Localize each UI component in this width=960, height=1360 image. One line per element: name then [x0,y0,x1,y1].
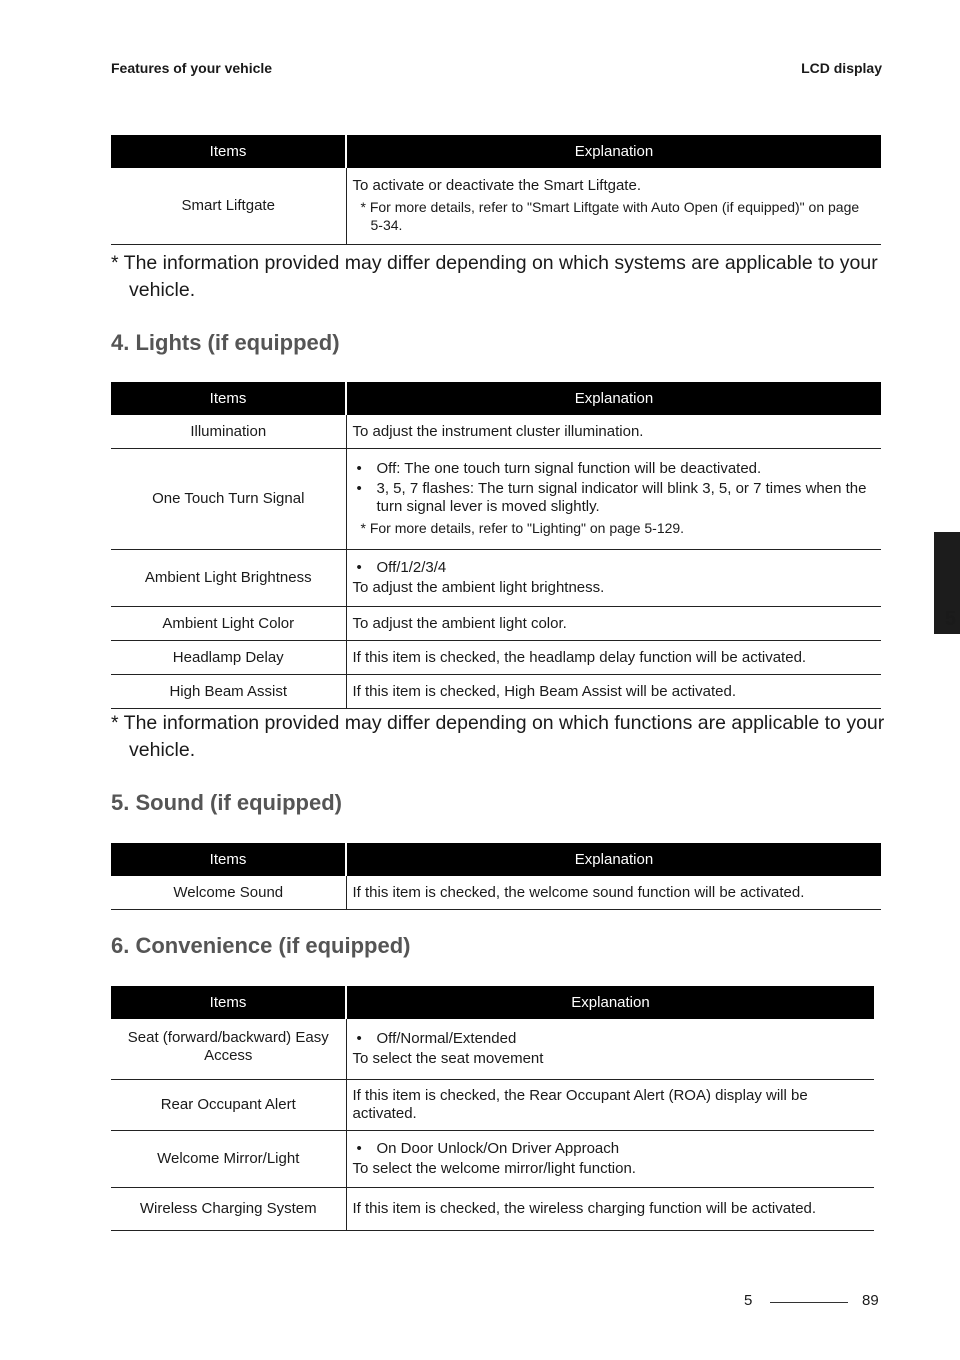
table-row [111,675,881,709]
item-explanation [346,1019,874,1080]
table-header-row [111,986,874,1019]
table-row [111,1131,874,1188]
explanation-text: To select the seat movement [352,1050,544,1067]
bullet-text: 3, 5, 7 flashes: The turn signal indicator will blink 3, 5, or 7 times when the turn signal lever is moved slightly. [376,480,867,515]
item-explanation [346,168,881,245]
item-explanation: If this item is checked, the Rear Occupant Alert (ROA) display will be activated. [346,1080,874,1131]
section-title-sound: 5. Sound (if equipped) [111,790,342,815]
bullet-icon: • [356,1030,362,1047]
item-name: Ambient Light Color [111,607,346,641]
table-row [111,415,881,449]
table-row [111,607,881,641]
table-row [111,1019,874,1080]
bullet-text: Off: The one touch turn signal function will be deactivated. [376,460,762,477]
bullet-item [353,460,876,478]
section-title-convenience: 6. Convenience (if equipped) [111,933,411,958]
table-header-row [111,843,881,876]
table-row [111,550,881,607]
table-header-row [111,382,881,415]
table-row [111,168,881,245]
item-name: Welcome Mirror/Light [111,1131,346,1188]
bullet-icon: • [356,460,362,477]
explanation-note: * For more details, refer to "Smart Liftgate with Auto Open (if equipped)" on page 5-34. [360,199,860,233]
explanation-text: To activate or deactivate the Smart Liftgate. [352,177,641,194]
column-header-items: Items [111,135,346,168]
lights-table [111,382,881,709]
column-header-explanation: Explanation [346,843,881,876]
table-row [111,1080,874,1131]
bullet-item [353,480,876,516]
item-name: Smart Liftgate [111,168,346,245]
table-header-row [111,135,881,168]
item-explanation: If this item is checked, the wireless charging function will be activated. [346,1188,874,1231]
explanation-note: * For more details, refer to "Lighting" on page 5-129. [360,520,685,536]
item-explanation: To adjust the instrument cluster illumination. [346,415,881,449]
item-name: Rear Occupant Alert [111,1080,346,1131]
footer-divider [770,1302,848,1303]
footer-page-number: 89 [862,1292,879,1309]
convenience-table [111,986,874,1231]
sound-table [111,843,881,910]
smart-liftgate-table [111,135,881,245]
column-header-items: Items [111,382,346,415]
column-header-items: Items [111,986,346,1019]
item-name: Wireless Charging System [111,1188,346,1231]
column-header-explanation: Explanation [346,135,881,168]
table-row [111,1188,874,1231]
header-section-title: Features of your vehicle [111,60,273,76]
item-name: Illumination [111,415,346,449]
header-page-topic: LCD display [801,60,882,76]
item-name: One Touch Turn Signal [111,449,346,550]
bullet-text: On Door Unlock/On Driver Approach [376,1140,620,1157]
item-name: Seat (forward/backward) Easy Access [111,1019,346,1080]
item-name: Welcome Sound [111,876,346,910]
footnote-systems: * The information provided may differ depending on which systems are applicable to your vehicle. [111,252,878,301]
item-name: Headlamp Delay [111,641,346,675]
item-explanation: If this item is checked, High Beam Assist will be activated. [346,675,881,709]
explanation-text: To select the welcome mirror/light function. [352,1160,636,1177]
table-row [111,449,881,550]
footnote-functions: * The information provided may differ depending on which functions are applicable to your vehicle. [111,712,885,761]
bullet-icon: • [356,559,362,576]
table-row [111,876,881,910]
item-name: High Beam Assist [111,675,346,709]
bullet-icon: • [356,1140,362,1157]
item-explanation: If this item is checked, the welcome sound function will be activated. [346,876,881,910]
item-explanation [346,1131,874,1188]
bullet-text: Off/Normal/Extended [376,1030,517,1047]
column-header-explanation: Explanation [346,986,874,1019]
item-explanation: To adjust the ambient light color. [346,607,881,641]
item-name: Ambient Light Brightness [111,550,346,607]
section-title-lights: 4. Lights (if equipped) [111,330,340,355]
footer-chapter-number: 5 [744,1292,753,1309]
bullet-icon: • [356,480,362,497]
item-explanation [346,550,881,607]
explanation-text: To adjust the ambient light brightness. [352,579,605,596]
bullet-item [353,559,876,577]
table-row [111,641,881,675]
column-header-explanation: Explanation [346,382,881,415]
chapter-tab-number: 5 [944,608,956,630]
bullet-item [353,1030,869,1048]
bullet-text: Off/1/2/3/4 [376,559,447,576]
column-header-items: Items [111,843,346,876]
item-explanation: If this item is checked, the headlamp delay function will be activated. [346,641,881,675]
bullet-item [353,1140,869,1158]
item-explanation [346,449,881,550]
